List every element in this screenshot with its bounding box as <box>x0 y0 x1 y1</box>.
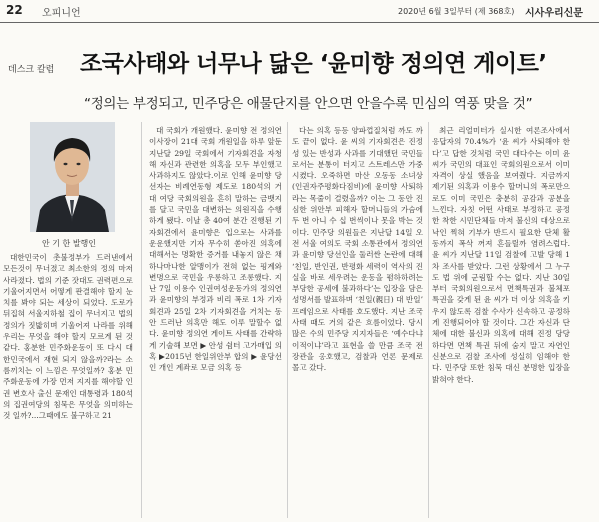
portrait-image <box>30 122 115 232</box>
column-divider <box>428 122 429 518</box>
column-divider <box>287 122 288 518</box>
section-name: 오피니언 <box>42 8 81 19</box>
headline: 조국사태와 너무나 닮은 ‘윤미향 정의연 게이트’ <box>80 51 547 77</box>
body-text: 다는 의혹 등등 양파껍질처럼 까도 까도 끝이 없다. 윤 씨의 기자회견은 진정성 있는 반성과 사과를 기대했던 국민들로서는 분통이 터지고 스트레스만 가중시켰다. 오죽하면 마산 오동동 소녀상(인권자주평화다짐비)에 윤미향 사퇴하라는 목줄이 걸렸을까? 이는 그 동안 진심한 위안부 피해자 할머니들의 가슴에 두 번 아니 수 십 번씩이나 못을 박는 것이다. 민주당 의원들은 지난달 14일 오전 서울 여의도 국회 소통관에서 정의연과 윤미향 당선인을 둘러싼 논란에 대해 ‘친일, 반인권, 반평화 세력이 역사의 진실을 바로 세우려는 운동을 폄하하려는 부당한 공세에 불과하다’는 입장을 담은 성명서를 발표하며 ‘친일(親日) 대 반일’ 프레임으로 사태를 호도했다. 지난 조국 사태 때도 거의 같은 흐름이었다. 당시 많은 수의 민주당 지지자들은 ‘예수다냐 이적이냐’라고 표현을 쓸 만큼 조국 전 장관을 옹호했고, 검찰과 언론 문제로 몰고 갔다. <box>292 126 423 373</box>
author-photo <box>30 122 115 232</box>
body-text: 최근 리얼미터가 실시한 여론조사에서 응답자의 70.4%가 ‘윤 씨가 사퇴해야 한다’고 답한 것처럼 국민 대다수는 이미 윤 씨가 국민의 대표인 국회의원으로서 이미 자격이 상실 했음을 보여줬다. 지금까지 제기된 의혹과 이용수 할머니의 폭로만으로도 이미 국민은 충분히 공감과 공분을 느낀다. 자칫 어떤 사태로 부정하고 공정한 착한 시민단체들 마저 불신의 대상으로 낙인 찍혀 기부가 반드시 필요한 단체 활동까지 폭삭 꺼져 흔들릴까 염려스럽다. 윤 씨가 지난달 11일 검찰에 고발 당해 1차 조사를 받았다. 그런 상황에서 그 누구도 법 위에 군림할 수는 없다. 지난 30일 부터 국회의원으로서 면책특권과 불체포 특권을 갖게 된 윤 씨가 더 이상 의혹을 키우지 않도록 검찰 수사가 신속하고 공정하게 진행되어야 할 것이다. 그간 자신과 단체에 대한 불신과 의혹에 대해 진정 당당하다면 면책 특권 뒤에 숨지 말고 자연인 신분으로 검찰 조사에 성실히 임해야 한다. 민주당 또한 침묵 대신 분명한 입장을 밝혀야 한다. <box>432 126 570 384</box>
body-column-2 <box>149 125 282 515</box>
body-column-3 <box>292 125 423 515</box>
page-header <box>0 0 599 23</box>
body-column-4 <box>432 125 570 515</box>
body-text: 대한민국이 촛불정부가 드러낸에서 모든것이 무너졌고 최소한의 정의 마저 사라졌다. 법의 기준 잣대도 권력편으로 기울어지면서 어떻게 판결해야 할지 눈치를 봐야 되는 세상이 되었다. 도로가 뒤집혀 서울지하철 집이 무너지고 법의 정의가 짓밟히며 기울어져 나라를 위해 우리는 무엇을 해야 할지 모르게 된 것 같다. 홍분한 민주화운동이 또 다시 대한민국에서 재현 되지 않을까?라는 소름끼치는 이 느낌은 무엇일까? 홍분 민주화운동에 가장 먼저 지지를 해야할 인권 변호사 출신 문재인 대통령과 180석의 집권여당의 침묵은 무엇을 의미하는 것 일까?...그때에도 불구하고 21 <box>3 253 133 421</box>
body-column-1 <box>3 252 133 514</box>
column-kicker: 데스크 칼럼 <box>8 65 55 75</box>
paper-name: 시사우리신문 <box>525 8 583 19</box>
body-text: 대 국회가 개원했다. 윤미향 전 정의연 이사장이 21대 국회 개원일을 하루 앞둔 지난달 29일 국회에서 기자회견을 자청해 자신과 관련한 의혹을 모두 부인했고 사과하지도 않았다.이로 인해 윤미향 당선자는 비례연동형 제도로 180석의 거대 여당 국회의원을 흔히 말하는 금뱃지를 달고 국민을 대변하는 의원직을 수행하게 됐다. 이날 총 40여 분간 진행된 기자회견에서 윤미향은 입으로는 사과를 운운했지만 기자 무수히 쏟아진 의혹에 대해서는 명확한 증거를 내놓지 않은 채 하나마나한 알맹이가 전혀 없는 핑계와 변명으로 국민을 우롱하고 조롱했다. 지난 7일 이용수 인권여성운동가의 정의연과 윤미향의 부정과 비리 폭로 1차 기자회견과 25일 2차 기자회견을 거치는 동안 드러난 의혹만 해도 이루 말할수 없다. 윤미향 정의연 게이트 사태를 간략하게 기술해 보면 ▶ 안성 쉼터 고가매입 의혹 ▶2015년 한일위안부 합의 ▶ 윤당선인 개인 계좌로 모금 의혹 등 <box>149 126 282 373</box>
column-divider <box>141 122 142 518</box>
page-number: 22 <box>6 3 23 17</box>
photo-caption: 안 기 한 발행인 <box>42 239 96 248</box>
issue-date: 2020년 6월 3일부터 (제 368호) <box>398 7 515 16</box>
subheadline: “정의는 부정되고, 민주당은 애물단지를 안으면 안을수록 민심의 역풍 맞을 것” <box>84 96 533 112</box>
